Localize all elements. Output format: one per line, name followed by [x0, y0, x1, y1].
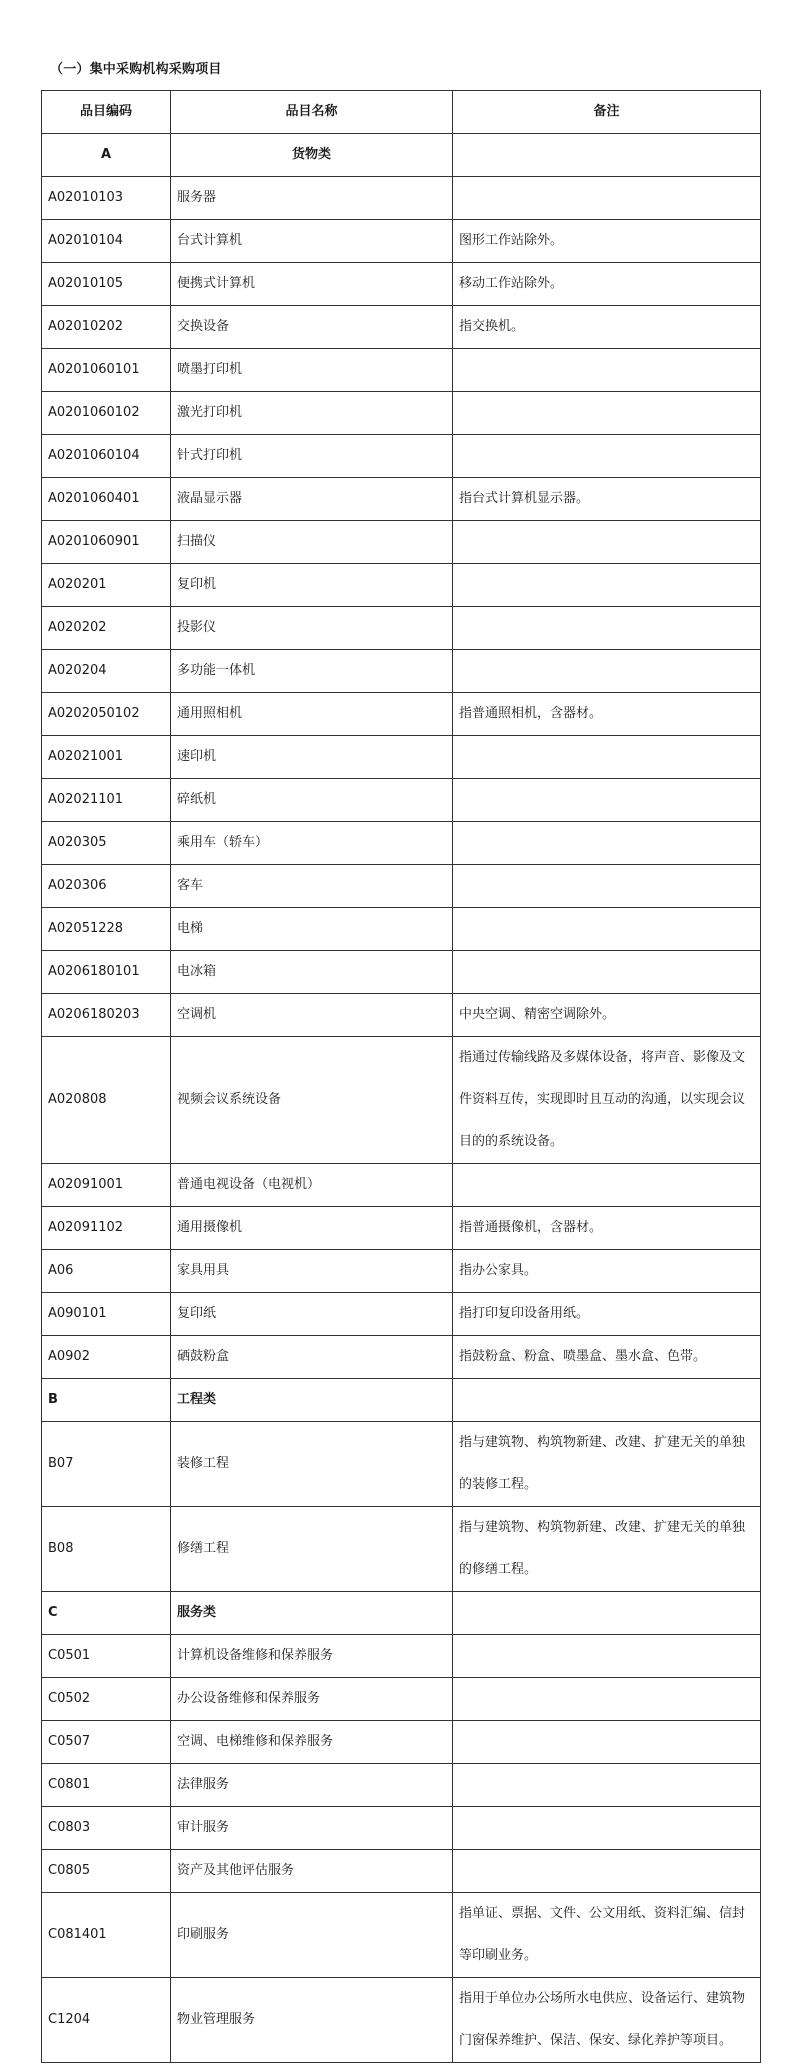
- item-code-cell: A02010105: [42, 263, 171, 306]
- item-note-cell: [453, 564, 761, 607]
- item-name-cell: 通用摄像机: [171, 1207, 453, 1250]
- item-note-cell: [453, 1164, 761, 1207]
- item-note-cell: 指交换机。: [453, 306, 761, 349]
- item-code-cell: C1204: [42, 1978, 171, 2063]
- item-name-cell: 工程类: [171, 1379, 453, 1422]
- table-header-row: [42, 91, 761, 134]
- item-code-cell: C0803: [42, 1807, 171, 1850]
- item-note-cell: 中央空调、精密空调除外。: [453, 994, 761, 1037]
- item-name-cell: 办公设备维修和保养服务: [171, 1678, 453, 1721]
- item-note-cell: [453, 650, 761, 693]
- item-note-cell: [453, 392, 761, 435]
- item-code-cell: A0201060901: [42, 521, 171, 564]
- table-row: [42, 865, 761, 908]
- table-row: [42, 908, 761, 951]
- item-note-cell: 指与建筑物、构筑物新建、改建、扩建无关的单独的装修工程。: [453, 1422, 761, 1507]
- item-name-cell: 速印机: [171, 736, 453, 779]
- item-note-cell: 指台式计算机显示器。: [453, 478, 761, 521]
- item-note-cell: [453, 736, 761, 779]
- item-code-cell: B07: [42, 1422, 171, 1507]
- table-row: [42, 1422, 761, 1507]
- item-name-cell: 多功能一体机: [171, 650, 453, 693]
- item-code-cell: C0502: [42, 1678, 171, 1721]
- table-row: [42, 607, 761, 650]
- item-code-cell: C0507: [42, 1721, 171, 1764]
- item-code-cell: A02010202: [42, 306, 171, 349]
- item-code-cell: A020808: [42, 1037, 171, 1164]
- category-row: [42, 1592, 761, 1635]
- table-row: [42, 564, 761, 607]
- item-note-cell: [453, 1764, 761, 1807]
- item-name-cell: 物业管理服务: [171, 1978, 453, 2063]
- item-name-cell: 普通电视设备（电视机）: [171, 1164, 453, 1207]
- table-row: [42, 736, 761, 779]
- item-note-cell: [453, 1678, 761, 1721]
- item-code-cell: A090101: [42, 1293, 171, 1336]
- item-code-cell: A020204: [42, 650, 171, 693]
- item-note-cell: [453, 1807, 761, 1850]
- item-code-cell: A: [42, 134, 171, 177]
- table-row: [42, 1336, 761, 1379]
- item-code-cell: A020202: [42, 607, 171, 650]
- item-code-cell: A02021101: [42, 779, 171, 822]
- item-name-cell: 服务器: [171, 177, 453, 220]
- table-row: [42, 1850, 761, 1893]
- table-row: [42, 994, 761, 1037]
- section-title: （一）集中采购机构采购项目: [50, 62, 222, 77]
- item-name-cell: 通用照相机: [171, 693, 453, 736]
- item-name-cell: 空调、电梯维修和保养服务: [171, 1721, 453, 1764]
- item-name-cell: 交换设备: [171, 306, 453, 349]
- item-name-cell: 硒鼓粉盒: [171, 1336, 453, 1379]
- item-name-cell: 投影仪: [171, 607, 453, 650]
- item-note-cell: 指用于单位办公场所水电供应、设备运行、建筑物门窗保养维护、保洁、保安、绿化养护等项目。: [453, 1978, 761, 2063]
- item-note-cell: [453, 435, 761, 478]
- item-code-cell: A0201060101: [42, 349, 171, 392]
- table-row: [42, 1635, 761, 1678]
- table-row: [42, 1764, 761, 1807]
- item-code-cell: A020201: [42, 564, 171, 607]
- item-name-cell: 印刷服务: [171, 1893, 453, 1978]
- item-code-cell: C081401: [42, 1893, 171, 1978]
- item-name-cell: 液晶显示器: [171, 478, 453, 521]
- item-name-cell: 碎纸机: [171, 779, 453, 822]
- procurement-catalog-table: [41, 90, 761, 2063]
- item-name-cell: 修缮工程: [171, 1507, 453, 1592]
- item-name-cell: 扫描仪: [171, 521, 453, 564]
- table-row: [42, 1037, 761, 1164]
- column-header-note: 备注: [453, 91, 761, 134]
- table-row: [42, 822, 761, 865]
- item-note-cell: [453, 1721, 761, 1764]
- item-note-cell: 指办公家具。: [453, 1250, 761, 1293]
- item-name-cell: 计算机设备维修和保养服务: [171, 1635, 453, 1678]
- item-name-cell: 乘用车（轿车）: [171, 822, 453, 865]
- table-row: [42, 306, 761, 349]
- item-code-cell: C0805: [42, 1850, 171, 1893]
- item-name-cell: 视频会议系统设备: [171, 1037, 453, 1164]
- item-note-cell: 指通过传输线路及多媒体设备，将声音、影像及文件资料互传，实现即时且互动的沟通，以实现会议目的的系统设备。: [453, 1037, 761, 1164]
- item-name-cell: 复印纸: [171, 1293, 453, 1336]
- item-name-cell: 货物类: [171, 134, 453, 177]
- item-code-cell: A06: [42, 1250, 171, 1293]
- table-row: [42, 1678, 761, 1721]
- item-note-cell: [453, 134, 761, 177]
- item-note-cell: [453, 779, 761, 822]
- item-code-cell: A0201060401: [42, 478, 171, 521]
- table-row: [42, 349, 761, 392]
- category-row: [42, 1379, 761, 1422]
- item-note-cell: [453, 1379, 761, 1422]
- item-note-cell: [453, 951, 761, 994]
- item-name-cell: 服务类: [171, 1592, 453, 1635]
- item-code-cell: C0801: [42, 1764, 171, 1807]
- item-name-cell: 电冰箱: [171, 951, 453, 994]
- item-code-cell: A02010104: [42, 220, 171, 263]
- item-code-cell: A02091102: [42, 1207, 171, 1250]
- item-note-cell: [453, 1592, 761, 1635]
- table-row: [42, 1507, 761, 1592]
- item-note-cell: [453, 822, 761, 865]
- table-row: [42, 263, 761, 306]
- item-name-cell: 电梯: [171, 908, 453, 951]
- table-row: [42, 1250, 761, 1293]
- table-row: [42, 1164, 761, 1207]
- item-note-cell: [453, 865, 761, 908]
- column-header-code: 品目编码: [42, 91, 171, 134]
- item-code-cell: A0206180101: [42, 951, 171, 994]
- item-code-cell: A020306: [42, 865, 171, 908]
- table-row: [42, 1207, 761, 1250]
- table-row: [42, 693, 761, 736]
- item-note-cell: [453, 1635, 761, 1678]
- table-row: [42, 1721, 761, 1764]
- table-row: [42, 478, 761, 521]
- item-name-cell: 装修工程: [171, 1422, 453, 1507]
- item-name-cell: 法律服务: [171, 1764, 453, 1807]
- item-note-cell: [453, 607, 761, 650]
- item-code-cell: A0902: [42, 1336, 171, 1379]
- item-note-cell: 指单证、票据、文件、公文用纸、资料汇编、信封等印刷业务。: [453, 1893, 761, 1978]
- item-note-cell: [453, 1850, 761, 1893]
- table-row: [42, 521, 761, 564]
- item-name-cell: 复印机: [171, 564, 453, 607]
- item-code-cell: A0201060104: [42, 435, 171, 478]
- table-row: [42, 1978, 761, 2063]
- item-note-cell: 指鼓粉盒、粉盒、喷墨盒、墨水盒、色带。: [453, 1336, 761, 1379]
- item-name-cell: 家具用具: [171, 1250, 453, 1293]
- item-note-cell: [453, 349, 761, 392]
- item-note-cell: [453, 177, 761, 220]
- table-row: [42, 779, 761, 822]
- item-code-cell: A0201060102: [42, 392, 171, 435]
- item-code-cell: A02091001: [42, 1164, 171, 1207]
- item-code-cell: A0206180203: [42, 994, 171, 1037]
- table-row: [42, 650, 761, 693]
- item-code-cell: A02010103: [42, 177, 171, 220]
- column-header-name: 品目名称: [171, 91, 453, 134]
- item-note-cell: 指与建筑物、构筑物新建、改建、扩建无关的单独的修缮工程。: [453, 1507, 761, 1592]
- item-name-cell: 激光打印机: [171, 392, 453, 435]
- table-row: [42, 392, 761, 435]
- table-row: [42, 435, 761, 478]
- category-row: [42, 134, 761, 177]
- item-code-cell: A0202050102: [42, 693, 171, 736]
- item-name-cell: 空调机: [171, 994, 453, 1037]
- item-name-cell: 便携式计算机: [171, 263, 453, 306]
- item-code-cell: B: [42, 1379, 171, 1422]
- item-code-cell: A020305: [42, 822, 171, 865]
- table-body: [42, 134, 761, 2063]
- item-note-cell: 移动工作站除外。: [453, 263, 761, 306]
- table-row: [42, 1893, 761, 1978]
- item-code-cell: C0501: [42, 1635, 171, 1678]
- item-code-cell: C: [42, 1592, 171, 1635]
- item-note-cell: 指打印复印设备用纸。: [453, 1293, 761, 1336]
- item-name-cell: 审计服务: [171, 1807, 453, 1850]
- item-code-cell: A02051228: [42, 908, 171, 951]
- item-name-cell: 喷墨打印机: [171, 349, 453, 392]
- item-note-cell: 指普通照相机，含器材。: [453, 693, 761, 736]
- table-row: [42, 220, 761, 263]
- item-name-cell: 资产及其他评估服务: [171, 1850, 453, 1893]
- table-row: [42, 951, 761, 994]
- item-code-cell: B08: [42, 1507, 171, 1592]
- item-name-cell: 客车: [171, 865, 453, 908]
- table-row: [42, 1293, 761, 1336]
- table-row: [42, 1807, 761, 1850]
- item-name-cell: 针式打印机: [171, 435, 453, 478]
- table-row: [42, 177, 761, 220]
- item-note-cell: 图形工作站除外。: [453, 220, 761, 263]
- item-code-cell: A02021001: [42, 736, 171, 779]
- item-name-cell: 台式计算机: [171, 220, 453, 263]
- item-note-cell: [453, 908, 761, 951]
- item-note-cell: 指普通摄像机，含器材。: [453, 1207, 761, 1250]
- item-note-cell: [453, 521, 761, 564]
